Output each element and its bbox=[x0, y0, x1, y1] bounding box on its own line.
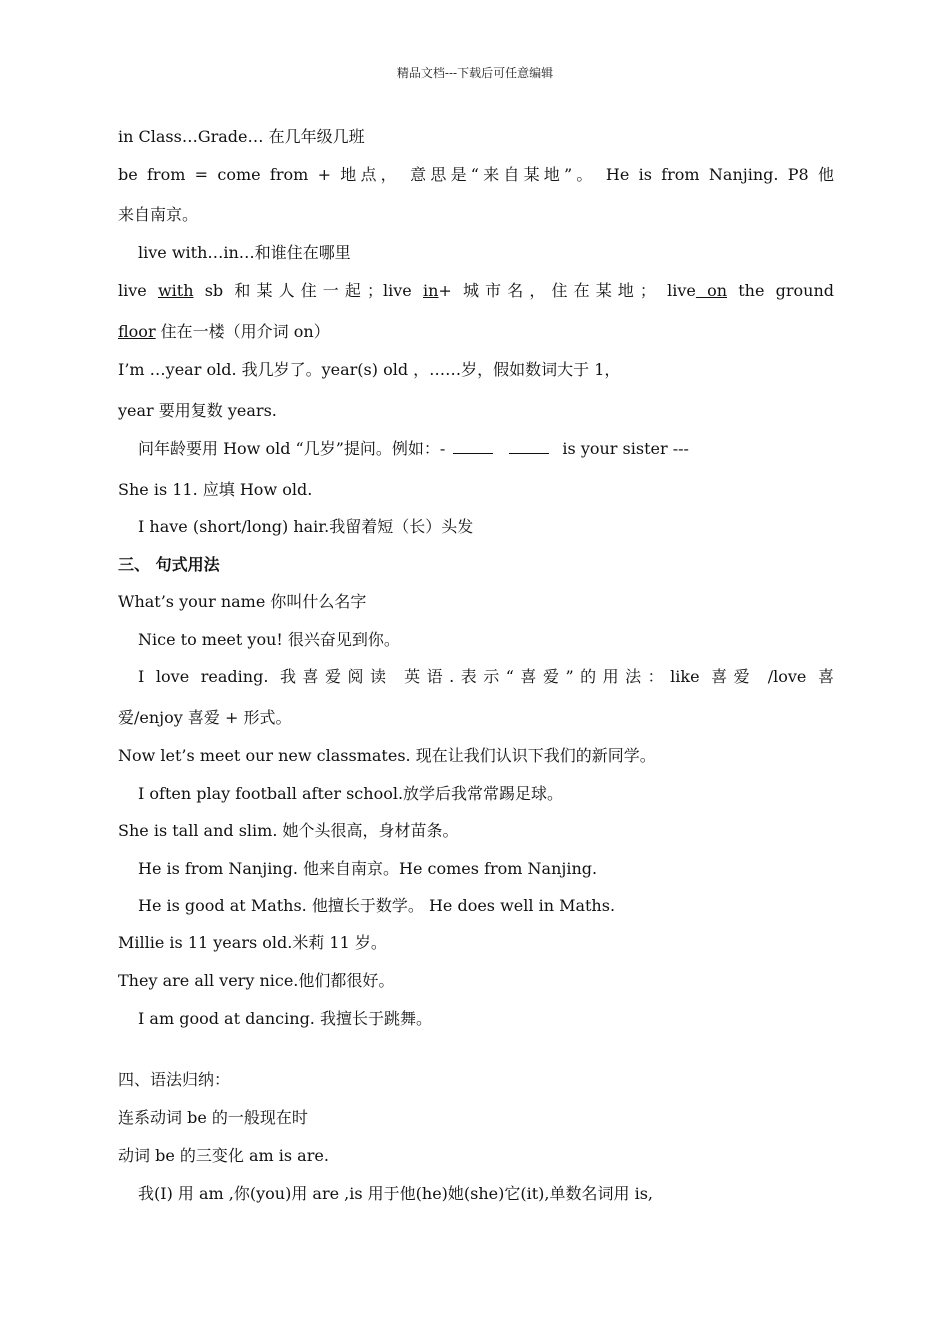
page-header: 精品文档---下载后可任意编辑 bbox=[396, 66, 554, 80]
text-run: 问年龄要用 How old “几岁”提问。例如：- bbox=[138, 439, 446, 458]
text-line: Now let’s meet our new classmates. 现在让我们认识下我们的新同学。 bbox=[118, 746, 656, 765]
text-run: sb 和某人住一起；live bbox=[193, 281, 423, 300]
section-heading: 四、语法归纳： bbox=[118, 1070, 231, 1089]
text-line: 来自南京。 bbox=[118, 205, 199, 224]
text-line: 连系动词 be 的一般现在时 bbox=[118, 1108, 308, 1127]
text-line: be from = come from + 地点， 意思是“来自某地”。 He is from Nanjing. P8 他 bbox=[118, 165, 834, 184]
underlined-word: floor bbox=[118, 322, 156, 341]
text-line: She is tall and slim. 她个头很高，身材苗条。 bbox=[118, 821, 459, 840]
text-run: the ground bbox=[727, 281, 834, 300]
text-line: 爱/enjoy 喜爱 + 形式。 bbox=[118, 708, 292, 727]
text-line: live with…in…和谁住在哪里 bbox=[138, 243, 351, 262]
text-run: + 城市名，住在某地； live bbox=[438, 281, 696, 300]
text-run: is your sister --- bbox=[557, 439, 689, 458]
text-line: They are all very nice.他们都很好。 bbox=[118, 971, 395, 990]
text-line: I’m …year old. 我几岁了。year(s) old ，……岁，假如数词大于 1， bbox=[118, 360, 621, 379]
underlined-word: with bbox=[157, 281, 194, 300]
text-line: Nice to meet you! 很兴奋见到你。 bbox=[138, 630, 400, 649]
text-line: I am good at dancing. 我擅长于跳舞。 bbox=[138, 1009, 432, 1028]
section-heading: 三、 句式用法 bbox=[118, 555, 220, 574]
answer-blank bbox=[509, 439, 549, 454]
text-line bbox=[118, 281, 834, 301]
text-line: I often play football after school.放学后我常常踢足球。 bbox=[138, 784, 564, 803]
text-line: She is 11. 应填 How old. bbox=[118, 480, 313, 499]
answer-blank bbox=[453, 439, 493, 454]
text-line: He is from Nanjing. 他来自南京。He comes from Nanjing. bbox=[138, 859, 598, 878]
text-line: in Class…Grade… 在几年级几班 bbox=[118, 127, 365, 146]
text-line: year 要用复数 years. bbox=[118, 401, 277, 420]
underlined-word: in bbox=[422, 281, 439, 300]
text-line: Millie is 11 years old.米莉 11 岁。 bbox=[118, 933, 387, 952]
text-line: I love reading. 我喜爱阅读 英语.表示“喜爱”的用法：like 喜爱 /love 喜 bbox=[138, 667, 834, 686]
text-line: What’s your name 你叫什么名字 bbox=[118, 592, 367, 611]
text-line: He is good at Maths. 他擅长于数学。 He does well in Maths. bbox=[138, 896, 616, 915]
text-line: I have (short/long) hair.我留着短（长）头发 bbox=[138, 517, 474, 536]
text-line bbox=[118, 322, 834, 342]
underlined-word: on bbox=[695, 281, 728, 300]
text-run: live bbox=[118, 281, 158, 300]
text-line: 我(I) 用 am ,你(you)用 are ,is 用于他(he)她(she)它(it),单数名词用 is, bbox=[138, 1184, 653, 1203]
text-line: 动词 be 的三变化 am is are. bbox=[118, 1146, 329, 1165]
text-line bbox=[138, 439, 834, 459]
text-run: 住在一楼（用介词 on） bbox=[155, 322, 330, 341]
